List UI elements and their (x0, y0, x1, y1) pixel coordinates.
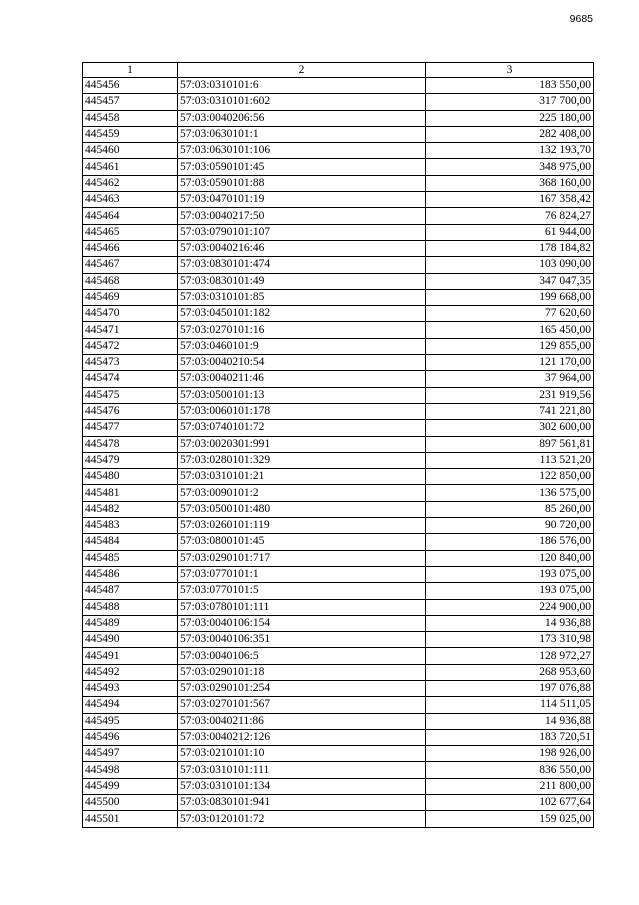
amount-value: 103 090,00 (426, 257, 594, 273)
row-number: 445500 (83, 795, 178, 811)
row-number: 445492 (83, 664, 178, 680)
column-header-3: 3 (426, 63, 594, 78)
amount-value: 302 600,00 (426, 420, 594, 436)
amount-value: 132 193,70 (426, 143, 594, 159)
amount-value: 317 700,00 (426, 94, 594, 110)
amount-value: 113 521,20 (426, 452, 594, 468)
row-number: 445475 (83, 387, 178, 403)
table-row (83, 436, 594, 452)
row-number: 445494 (83, 697, 178, 713)
amount-value: 102 677,64 (426, 795, 594, 811)
amount-value: 897 561,81 (426, 436, 594, 452)
amount-value: 224 900,00 (426, 599, 594, 615)
cadastral-number: 57:03:0020301:991 (178, 436, 426, 452)
amount-value: 167 358,42 (426, 192, 594, 208)
table-row (83, 762, 594, 778)
table-row (83, 420, 594, 436)
table-row (83, 306, 594, 322)
table-row (83, 110, 594, 126)
cadastral-number: 57:03:0310101:134 (178, 778, 426, 794)
amount-value: 121 170,00 (426, 355, 594, 371)
table-row (83, 583, 594, 599)
row-number: 445479 (83, 452, 178, 468)
cadastral-number: 57:03:0040211:86 (178, 713, 426, 729)
row-number: 445482 (83, 501, 178, 517)
table-row (83, 697, 594, 713)
table-row (83, 469, 594, 485)
cadastral-number: 57:03:0830101:49 (178, 273, 426, 289)
table-row (83, 208, 594, 224)
table-row (83, 273, 594, 289)
cadastral-number: 57:03:0310101:21 (178, 469, 426, 485)
table-row (83, 78, 594, 94)
row-number: 445463 (83, 192, 178, 208)
cadastral-number: 57:03:0450101:182 (178, 306, 426, 322)
amount-value: 76 824,27 (426, 208, 594, 224)
cadastral-number: 57:03:0040211:46 (178, 371, 426, 387)
amount-value: 77 620,60 (426, 306, 594, 322)
cadastral-number: 57:03:0290101:717 (178, 550, 426, 566)
amount-value: 90 720,00 (426, 518, 594, 534)
cadastral-number: 57:03:0260101:119 (178, 518, 426, 534)
table-row (83, 713, 594, 729)
amount-value: 114 511,05 (426, 697, 594, 713)
row-number: 445496 (83, 729, 178, 745)
amount-value: 268 953,60 (426, 664, 594, 680)
cadastral-number: 57:03:0830101:474 (178, 257, 426, 273)
cadastral-number: 57:03:0040106:154 (178, 615, 426, 631)
amount-value: 183 720,51 (426, 729, 594, 745)
cadastral-number: 57:03:0500101:13 (178, 387, 426, 403)
row-number: 445490 (83, 632, 178, 648)
page-number: 9685 (569, 13, 593, 25)
cadastral-number: 57:03:0310101:85 (178, 289, 426, 305)
row-number: 445459 (83, 126, 178, 142)
cadastral-number: 57:03:0090101:2 (178, 485, 426, 501)
amount-value: 14 936,88 (426, 713, 594, 729)
amount-value: 198 926,00 (426, 746, 594, 762)
amount-value: 122 850,00 (426, 469, 594, 485)
cadastral-number: 57:03:0280101:329 (178, 452, 426, 468)
row-number: 445466 (83, 240, 178, 256)
amount-value: 197 076,88 (426, 680, 594, 696)
cadastral-number: 57:03:0040106:351 (178, 632, 426, 648)
table-row (83, 355, 594, 371)
cadastral-number: 57:03:0040216:46 (178, 240, 426, 256)
cadastral-number: 57:03:0040206:56 (178, 110, 426, 126)
table-row (83, 550, 594, 566)
table-row (83, 159, 594, 175)
table-row (83, 534, 594, 550)
row-number: 445495 (83, 713, 178, 729)
table-row (83, 566, 594, 582)
table-row (83, 371, 594, 387)
cadastral-number: 57:03:0790101:107 (178, 224, 426, 240)
cadastral-number: 57:03:0310101:6 (178, 78, 426, 94)
table-body (83, 78, 594, 828)
row-number: 445501 (83, 811, 178, 827)
amount-value: 225 180,00 (426, 110, 594, 126)
row-number: 445487 (83, 583, 178, 599)
table-row (83, 289, 594, 305)
table-row (83, 224, 594, 240)
cadastral-number: 57:03:0040217:50 (178, 208, 426, 224)
cadastral-number: 57:03:0830101:941 (178, 795, 426, 811)
table-row (83, 501, 594, 517)
cadastral-number: 57:03:0040210:54 (178, 355, 426, 371)
cadastral-number: 57:03:0630101:106 (178, 143, 426, 159)
amount-value: 61 944,00 (426, 224, 594, 240)
cadastral-number: 57:03:0630101:1 (178, 126, 426, 142)
table-row (83, 680, 594, 696)
amount-value: 211 800,00 (426, 778, 594, 794)
amount-value: 159 025,00 (426, 811, 594, 827)
registry-table (82, 62, 594, 828)
amount-value: 37 964,00 (426, 371, 594, 387)
cadastral-number: 57:03:0740101:72 (178, 420, 426, 436)
amount-value: 14 936,88 (426, 615, 594, 631)
cadastral-number: 57:03:0040212:126 (178, 729, 426, 745)
row-number: 445470 (83, 306, 178, 322)
table-row (83, 452, 594, 468)
row-number: 445464 (83, 208, 178, 224)
row-number: 445472 (83, 338, 178, 354)
table-header (83, 63, 594, 78)
amount-value: 136 575,00 (426, 485, 594, 501)
amount-value: 836 550,00 (426, 762, 594, 778)
amount-value: 348 975,00 (426, 159, 594, 175)
row-number: 445493 (83, 680, 178, 696)
amount-value: 186 576,00 (426, 534, 594, 550)
amount-value: 183 550,00 (426, 78, 594, 94)
cadastral-number: 57:03:0460101:9 (178, 338, 426, 354)
cadastral-number: 57:03:0310101:602 (178, 94, 426, 110)
column-header-2: 2 (178, 63, 426, 78)
cadastral-number: 57:03:0590101:45 (178, 159, 426, 175)
table-row (83, 729, 594, 745)
row-number: 445481 (83, 485, 178, 501)
table-row (83, 403, 594, 419)
row-number: 445498 (83, 762, 178, 778)
cadastral-number: 57:03:0270101:16 (178, 322, 426, 338)
amount-value: 85 260,00 (426, 501, 594, 517)
row-number: 445483 (83, 518, 178, 534)
amount-value: 173 310,98 (426, 632, 594, 648)
row-number: 445456 (83, 78, 178, 94)
amount-value: 165 450,00 (426, 322, 594, 338)
table-row (83, 338, 594, 354)
amount-value: 368 160,00 (426, 175, 594, 191)
amount-value: 120 840,00 (426, 550, 594, 566)
amount-value: 128 972,27 (426, 648, 594, 664)
row-number: 445473 (83, 355, 178, 371)
table-row (83, 664, 594, 680)
row-number: 445468 (83, 273, 178, 289)
table-row (83, 257, 594, 273)
cadastral-number: 57:03:0120101:72 (178, 811, 426, 827)
table-row (83, 795, 594, 811)
row-number: 445484 (83, 534, 178, 550)
amount-value: 193 075,00 (426, 583, 594, 599)
amount-value: 199 668,00 (426, 289, 594, 305)
cadastral-number: 57:03:0780101:111 (178, 599, 426, 615)
row-number: 445461 (83, 159, 178, 175)
table-row (83, 143, 594, 159)
row-number: 445471 (83, 322, 178, 338)
cadastral-number: 57:03:0210101:10 (178, 746, 426, 762)
row-number: 445476 (83, 403, 178, 419)
amount-value: 178 184,82 (426, 240, 594, 256)
amount-value: 282 408,00 (426, 126, 594, 142)
amount-value: 129 855,00 (426, 338, 594, 354)
table-row (83, 811, 594, 827)
row-number: 445462 (83, 175, 178, 191)
amount-value: 347 047,35 (426, 273, 594, 289)
cadastral-number: 57:03:0270101:567 (178, 697, 426, 713)
table-row (83, 126, 594, 142)
cadastral-number: 57:03:0800101:45 (178, 534, 426, 550)
row-number: 445497 (83, 746, 178, 762)
table-row (83, 518, 594, 534)
row-number: 445499 (83, 778, 178, 794)
table-row (83, 632, 594, 648)
row-number: 445480 (83, 469, 178, 485)
table-row (83, 192, 594, 208)
row-number: 445488 (83, 599, 178, 615)
row-number: 445458 (83, 110, 178, 126)
table-row (83, 387, 594, 403)
row-number: 445489 (83, 615, 178, 631)
table-row (83, 778, 594, 794)
table-row (83, 94, 594, 110)
amount-value: 231 919,56 (426, 387, 594, 403)
row-number: 445477 (83, 420, 178, 436)
row-number: 445485 (83, 550, 178, 566)
cadastral-number: 57:03:0500101:480 (178, 501, 426, 517)
cadastral-number: 57:03:0060101:178 (178, 403, 426, 419)
row-number: 445469 (83, 289, 178, 305)
row-number: 445465 (83, 224, 178, 240)
table-row (83, 648, 594, 664)
row-number: 445478 (83, 436, 178, 452)
table-header-row (83, 63, 594, 78)
cadastral-number: 57:03:0770101:1 (178, 566, 426, 582)
table-row (83, 746, 594, 762)
row-number: 445486 (83, 566, 178, 582)
row-number: 445474 (83, 371, 178, 387)
cadastral-number: 57:03:0040106:5 (178, 648, 426, 664)
cadastral-number: 57:03:0290101:18 (178, 664, 426, 680)
amount-value: 741 221,80 (426, 403, 594, 419)
table-row (83, 240, 594, 256)
cadastral-number: 57:03:0590101:88 (178, 175, 426, 191)
row-number: 445467 (83, 257, 178, 273)
table-row (83, 615, 594, 631)
table-row (83, 175, 594, 191)
cadastral-number: 57:03:0470101:19 (178, 192, 426, 208)
row-number: 445491 (83, 648, 178, 664)
table-row (83, 599, 594, 615)
column-header-1: 1 (83, 63, 178, 78)
cadastral-number: 57:03:0290101:254 (178, 680, 426, 696)
table-row (83, 485, 594, 501)
row-number: 445460 (83, 143, 178, 159)
cadastral-number: 57:03:0770101:5 (178, 583, 426, 599)
amount-value: 193 075,00 (426, 566, 594, 582)
row-number: 445457 (83, 94, 178, 110)
cadastral-number: 57:03:0310101:111 (178, 762, 426, 778)
table-row (83, 322, 594, 338)
